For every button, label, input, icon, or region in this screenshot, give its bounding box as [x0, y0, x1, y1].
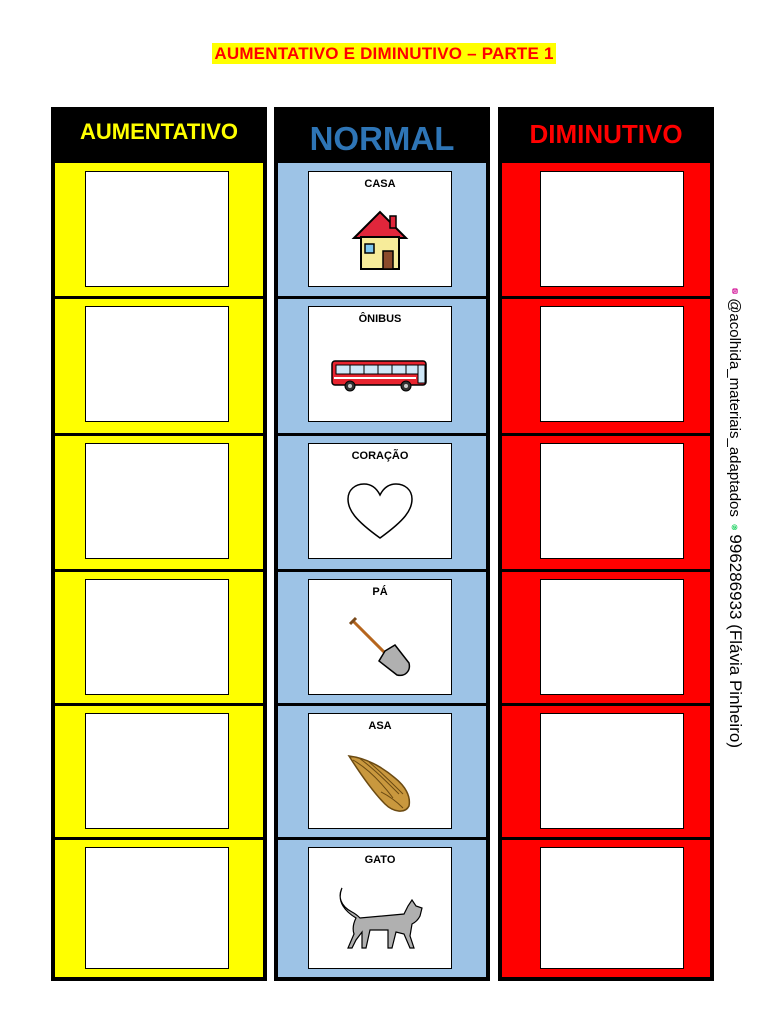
bus-icon [330, 355, 430, 395]
row [55, 435, 263, 571]
page-title [0, 44, 768, 64]
column-header-aumentativo: AUMENTATIVO [79, 119, 239, 144]
word-label: CASA [364, 178, 396, 190]
empty-card[interactable] [540, 713, 684, 829]
row-divider [278, 569, 486, 572]
word-label: GATO [364, 854, 396, 866]
row-divider [502, 433, 710, 436]
word-label: CORAÇÃO [351, 450, 409, 462]
row [502, 298, 710, 434]
column-body-normal [278, 163, 486, 977]
row [278, 705, 486, 841]
row-divider [502, 296, 710, 299]
row [502, 571, 710, 707]
word-card-onibus[interactable] [308, 306, 452, 422]
empty-card[interactable] [85, 171, 229, 287]
empty-card[interactable] [85, 713, 229, 829]
cat-icon [332, 886, 428, 952]
side-credit [722, 288, 748, 748]
empty-card[interactable] [540, 306, 684, 422]
row-divider [502, 837, 710, 840]
word-label: ASA [368, 720, 392, 732]
row-divider [55, 703, 263, 706]
word-card-gato[interactable] [308, 847, 452, 969]
row-divider [278, 703, 486, 706]
row [278, 571, 486, 707]
page-title-text: AUMENTATIVO E DIMINUTIVO – PARTE 1 [214, 44, 554, 63]
word-label: ÔNIBUS [358, 313, 402, 325]
column-aumentativo [51, 107, 267, 981]
row [278, 163, 486, 299]
row-divider [55, 569, 263, 572]
word-card-asa[interactable] [308, 713, 452, 829]
empty-card[interactable] [85, 579, 229, 695]
empty-card[interactable] [540, 171, 684, 287]
row-divider [278, 433, 486, 436]
row [502, 435, 710, 571]
row [55, 298, 263, 434]
empty-card[interactable] [540, 579, 684, 695]
column-body-aumentativo [55, 163, 263, 977]
house-icon [350, 208, 410, 272]
column-header-normal: NORMAL [309, 120, 455, 157]
whatsapp-contact: 996286933 (Flávia Pinheiro) [726, 534, 745, 748]
row [55, 705, 263, 841]
row [55, 839, 263, 975]
column-diminutivo [498, 107, 714, 981]
row [55, 163, 263, 299]
row [502, 839, 710, 975]
row [502, 705, 710, 841]
empty-card[interactable] [85, 847, 229, 969]
word-label: PÁ [372, 586, 388, 598]
row-divider [278, 296, 486, 299]
whatsapp-icon [727, 524, 744, 531]
column-body-diminutivo [502, 163, 710, 977]
shovel-icon [347, 615, 413, 681]
column-normal [274, 107, 490, 981]
row-divider [502, 569, 710, 572]
column-header-diminutivo: DIMINUTIVO [529, 119, 683, 149]
row [278, 839, 486, 975]
empty-card[interactable] [540, 443, 684, 559]
row [278, 298, 486, 434]
row-divider [502, 703, 710, 706]
word-card-pa[interactable] [308, 579, 452, 695]
row [278, 435, 486, 571]
row-divider [278, 837, 486, 840]
wing-icon [345, 748, 415, 816]
instagram-handle: @acolhida_materiais_adaptados [726, 298, 744, 517]
instagram-icon [727, 288, 743, 294]
empty-card[interactable] [85, 306, 229, 422]
heart-icon [345, 482, 415, 542]
row [502, 163, 710, 299]
empty-card[interactable] [85, 443, 229, 559]
row-divider [55, 296, 263, 299]
row-divider [55, 837, 263, 840]
word-card-coracao[interactable] [308, 443, 452, 559]
empty-card[interactable] [540, 847, 684, 969]
word-card-casa[interactable] [308, 171, 452, 287]
row [55, 571, 263, 707]
row-divider [55, 433, 263, 436]
